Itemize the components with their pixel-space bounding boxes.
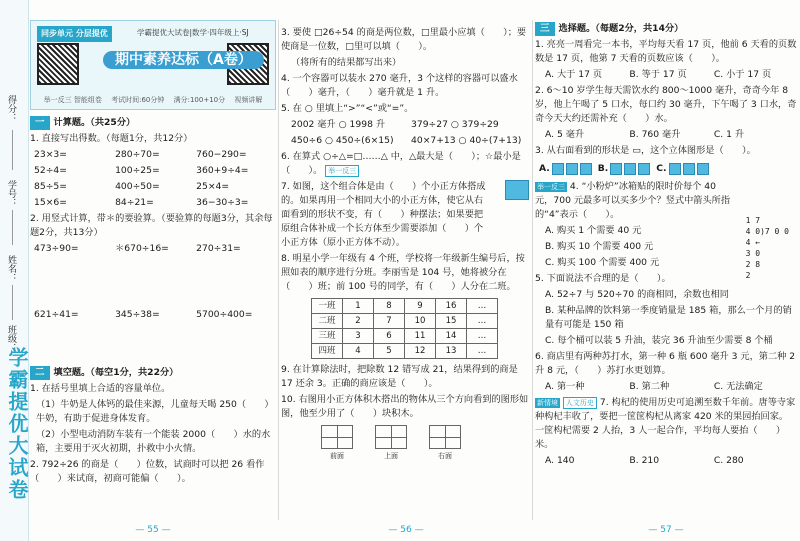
name-label: 姓名： (6, 255, 16, 282)
calc-row (30, 148, 276, 162)
context-tag: 人文历史 (563, 397, 597, 409)
question: 9. 在计算除法时，把除数 12 错写成 21，结果得到的商是 17 还余 3。正确的商应该是（ ）。 (281, 364, 518, 389)
question: 2. 792÷26 的商是（ ）位数，试商时可以把 26 看作（ ）来试商，初商可能偏（ ）。 (30, 459, 265, 484)
cube-icon (669, 163, 709, 175)
section-heading (30, 116, 276, 130)
section-number: 一 (30, 116, 50, 130)
calc-item: 15×6= (34, 197, 67, 208)
grid-icon (429, 425, 461, 449)
table-cell: 二班 (312, 314, 343, 329)
qr-code-icon[interactable] (37, 43, 79, 85)
options-row (535, 162, 797, 176)
question-text: 7. 构杞的使用历史可追溯至数千年前。唐等寺家种构杞丰收了，要把一筐筐构杞从离家 420 米的果园抬回家。一筐构杞需要 2 人抬，3 人一起合作，平均每人要抬（ ）米。 (535, 397, 796, 450)
table-cell: 13 (436, 344, 467, 359)
qr-left-caption: 举一反三 智能组卷 (43, 96, 102, 104)
table-cell: 7 (374, 314, 405, 329)
calc-row (30, 164, 276, 178)
table-cell: 9 (405, 299, 436, 314)
calc-row (30, 196, 276, 210)
option[interactable]: A. 5 毫升 (545, 129, 585, 140)
context-tag: 新情境 (537, 399, 558, 407)
work-space[interactable] (30, 324, 276, 360)
question: 1. 直接写出得数。（每题1分，共12分） (30, 133, 193, 144)
practice-tag: 举一反三 (325, 165, 359, 177)
option[interactable] (539, 162, 592, 176)
calc-grid (30, 148, 276, 210)
full-score: 满分:100+10分 (173, 96, 226, 104)
column-divider (532, 20, 533, 520)
calc-item: 25×4= (196, 181, 230, 192)
question: 6. 商店里有两种苏打水，第一种 6 瓶 600 毫升 3 元，第二种 2 升 8 元，（ ）苏打水更划算。 (535, 351, 796, 376)
class-table (311, 298, 498, 359)
options-row (535, 68, 797, 82)
question (281, 180, 531, 250)
question-text: 7. 如图，这个组合体是由（ ）个小正方体搭成的。如果再用一个相同大小的小正方体，使它从右面看到的形状不变，有（ ）种摆法；如果要把原组合体补成一个长方体至少需要添加（ ）个小正方体（原小正方体不动）。 (281, 181, 486, 248)
question-text: 4. “小粉炉”冰箱贴的限时价每个 40 元，700 元最多可以买多少个？竖式中箭头所指的“4”表示（ ）。 (535, 181, 731, 220)
table-cell: 15 (436, 314, 467, 329)
long-division-figure (746, 215, 789, 281)
question-text: 6. 在算式 ○÷△=□……△ 中，△最大是（ ）；☆最小是（ ）。 (281, 151, 521, 176)
option[interactable]: B. 760 毫升 (629, 129, 681, 140)
compare-item: 2002 毫升 ○ 1998 升 (291, 119, 386, 130)
question: 8. 明星小学一年级有 4 个班，学校将一年级新生编号后，按照如表的顺序进行分班。李丽雪是 104 号，她将被分在（ ）班；前 100 号的同学，有（ ）人分在二班。 (281, 253, 525, 292)
option[interactable]: B. 购买 10 个需要 400 元 (545, 241, 654, 252)
question-note: （将所有的结果都写出来） (291, 57, 402, 68)
division-line: 4 ← (745, 238, 761, 247)
series-label: 学霸提优大试卷|数学·四年级上·SJ (137, 28, 249, 37)
compare-item: 379÷27 ○ 379÷29 (411, 119, 499, 130)
question: 5. 在 ○ 里填上“>”“<”或“=”。 (281, 103, 414, 114)
question: 5. 下面说法不合理的是（ ）。 (535, 273, 671, 284)
question: 1. 亮亮一周看完一本书，平均每天看 17 页，他前 6 天看的页数数是 17 页，他第 7 天看的页数应该（ ）。 (535, 39, 797, 64)
calc-item: 760−290= (196, 149, 247, 160)
question: 3. 要使 □26÷54 的商是两位数，□里最小应填（ ）；要使商是一位数，□里可以填（ ）。 (281, 27, 527, 52)
calc-item: 270÷31= (196, 243, 241, 254)
score-label: 得分： (6, 95, 16, 122)
view-figure (321, 425, 353, 463)
division-line: 2 8 (745, 260, 761, 269)
option-letter: B. (597, 163, 609, 174)
calc-item: 400÷50= (115, 181, 160, 192)
option[interactable]: B. 某种品牌的饮料第一季度销量是 185 箱，那么一个月的销量有可能是 150 箱 (545, 305, 792, 330)
table-cell: 四班 (312, 344, 343, 359)
id-label: 学号： (6, 180, 16, 207)
table-cell: 16 (436, 299, 467, 314)
table-cell: … (467, 344, 498, 359)
table-cell: 14 (436, 329, 467, 344)
options-row (535, 380, 797, 394)
option[interactable]: C. 每个桶可以装 5 升油，装完 36 升油至少需要 8 个桶 (545, 335, 773, 346)
option-letter: A. (539, 163, 550, 174)
options-row (535, 128, 797, 142)
calc-row (30, 180, 276, 194)
cube-icon (505, 180, 529, 200)
view-caption: 前面 (330, 452, 344, 460)
calc-item: 5700÷400= (196, 309, 253, 320)
view-caption: 右面 (438, 452, 452, 460)
question: （2）小型电动消防车装有一个能装 2000（ ）水的水箱，主要用于灭火初期，扑救中小火情。 (36, 429, 271, 454)
option[interactable]: A. 第一种 (545, 381, 585, 392)
section-number: 二 (30, 366, 50, 380)
section-heading (535, 22, 797, 36)
option[interactable]: C. 购买 100 个需要 400 元 (545, 257, 660, 268)
table-row (312, 314, 498, 329)
binding-sidebar (0, 0, 29, 541)
division-line: 2 (745, 271, 751, 280)
calc-item: ＊670÷16= (115, 243, 169, 254)
question: 4. 一个容器可以装水 270 毫升，3 个这样的容器可以盛水（ ）毫升，（ ）毫升就是 1 升。 (281, 73, 518, 98)
question: 2. 用竖式计算，带＊的要验算。（要验算的每题3分，其余每题2分，共13分） (30, 213, 273, 238)
time-limit: 考试时间:60分钟 (111, 96, 165, 104)
name-line (12, 285, 13, 320)
section-heading (30, 366, 276, 380)
compare-item: 450÷6 ○ 450÷(6×15) (291, 135, 394, 146)
table-cell: … (467, 314, 498, 329)
calc-item: 23×3= (34, 149, 67, 160)
table-cell: … (467, 299, 498, 314)
cube-icon (552, 163, 592, 175)
table-cell: 8 (374, 299, 405, 314)
option[interactable]: A. 52÷7 与 520÷70 的商相同，余数也相同 (545, 289, 729, 300)
question: 1. 在括号里填上合适的容量单位。 (30, 383, 171, 394)
grid-icon (375, 425, 407, 449)
table-cell: 10 (405, 314, 436, 329)
cube-figure (505, 180, 529, 200)
question: 3. 从右面看到的形状是 ▭，这个立体图形是（ ）。 (535, 145, 756, 156)
page-57 (535, 0, 797, 541)
table-cell: 6 (374, 329, 405, 344)
column-divider (278, 20, 279, 520)
option[interactable] (656, 162, 708, 176)
option[interactable]: B. 210 (629, 455, 660, 466)
calc-item: 36−30÷3= (196, 197, 249, 208)
calc-item: 280÷70= (115, 149, 160, 160)
table-cell: 3 (343, 329, 374, 344)
table-cell: 4 (343, 344, 374, 359)
table-cell: 11 (405, 329, 436, 344)
option[interactable]: A. 140 (545, 455, 575, 466)
option[interactable]: A. 大于 17 页 (545, 69, 603, 80)
table-cell: 1 (343, 299, 374, 314)
calc-item: 621÷41= (34, 309, 79, 320)
calc-item: 100÷25= (115, 165, 160, 176)
cube-icon (610, 163, 650, 175)
option[interactable] (598, 162, 651, 176)
division-line: 3 0 (745, 249, 761, 258)
division-line: 4 0)7 0 0 (745, 227, 789, 236)
option-letter: C. (656, 163, 667, 174)
option[interactable]: C. 1 升 (713, 129, 745, 140)
question: （1）牛奶是人体钙的最佳来源，儿童每天喝 250（ ）牛奶，有助于促进身体发育。 (36, 399, 274, 424)
view-caption: 上面 (384, 452, 398, 460)
table-cell: 5 (374, 344, 405, 359)
brand-logo: 学霸提优大试卷 (5, 347, 29, 501)
page-56 (281, 0, 531, 541)
option[interactable]: A. 购买 1 个需要 40 元 (545, 225, 642, 236)
calc-item: 473÷90= (34, 243, 79, 254)
table-row (312, 344, 498, 359)
class-label: 班级： (6, 325, 16, 352)
option[interactable]: C. 无法确定 (713, 381, 763, 392)
calc-item: 84÷21= (115, 197, 154, 208)
view-figures (281, 425, 531, 463)
work-space[interactable] (30, 258, 276, 306)
id-line (12, 210, 13, 245)
page-55 (30, 0, 276, 541)
score-line (12, 130, 13, 170)
section-number: 三 (535, 22, 555, 36)
view-figure (429, 425, 461, 463)
vertical-calc-row (30, 242, 276, 256)
unit-tag: 同步单元 分层提优 (37, 26, 112, 42)
table-cell: 12 (405, 344, 436, 359)
question: 2. 6～10 岁学生每天需饮水约 800～1000 毫升，奇奇今年 8 岁，他上午喝了 5 口水，每口约 30 毫升，下午喝了 3 口水，奇奇今天大约还需补充（ ）水。 (535, 85, 797, 124)
grid-icon (321, 425, 353, 449)
section-title: 计算题。（共25分） (53, 117, 136, 128)
option[interactable]: B. 第二种 (629, 381, 670, 392)
question (535, 396, 797, 452)
question: 10. 右图用小正方体积木搭出的物体从三个方向看到的图形如图，他至少用了（ ）块积木。 (281, 394, 529, 419)
calc-item: 85÷5= (34, 181, 67, 192)
division-line: 1 7 (745, 216, 761, 225)
calc-item: 360+9÷4= (196, 165, 249, 176)
exam-meta (31, 93, 275, 107)
compare-row (281, 134, 531, 148)
compare-row (281, 118, 531, 132)
table-cell: 三班 (312, 329, 343, 344)
table-cell: 一班 (312, 299, 343, 314)
section-title: 选择题。（每题2分，共14分） (558, 23, 684, 34)
table-cell: 2 (343, 314, 374, 329)
table-row (312, 299, 498, 314)
section-title: 填空题。（每空1分，共22分） (53, 367, 179, 378)
option[interactable]: C. 小于 17 页 (713, 69, 772, 80)
option[interactable]: B. 等于 17 页 (629, 69, 687, 80)
table-row (312, 329, 498, 344)
table-cell: … (467, 329, 498, 344)
exam-title: 期中素养达标（A卷） (103, 51, 264, 69)
qr-right-caption: 视频讲解 (234, 96, 263, 104)
exam-header (30, 20, 276, 110)
page-number: — 57 — (648, 525, 684, 535)
page-number: — 55 — (135, 525, 171, 535)
calc-item: 52÷4= (34, 165, 67, 176)
options-row (535, 454, 797, 468)
option[interactable]: C. 280 (713, 455, 744, 466)
question (281, 150, 531, 178)
compare-item: 40×7+13 ○ 40÷(7+13) (411, 135, 522, 146)
vertical-calc-row (30, 308, 276, 322)
calc-item: 345÷38= (115, 309, 160, 320)
practice-tag: 举一反三 (537, 183, 565, 191)
page-number: — 56 — (388, 525, 424, 535)
view-figure (375, 425, 407, 463)
